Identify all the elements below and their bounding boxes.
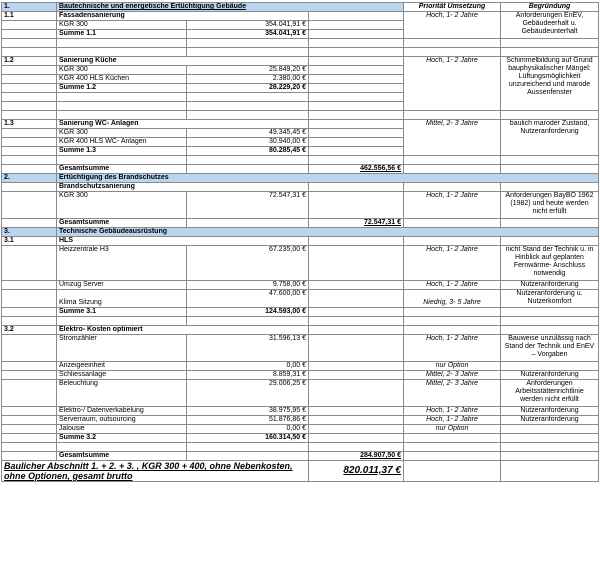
subsection-number: 1.3 [2,120,57,129]
cost-value: 2.380,00 € [187,75,309,84]
cost-row [2,371,599,380]
priority-cell: nur Option [404,425,501,434]
cost-label: Schliessanlage [57,371,187,380]
cost-label: KGR 400 HLS WC- Anlagen [57,138,187,147]
subsection-number: 3.2 [2,326,57,335]
grand-total-label: Baulicher Abschnitt 1. + 2. + 3. , KGR 300 + 400, ohne Nebenkosten, ohne Optionen, gesamt brutto [2,461,309,482]
priority-cell: Mittel, 2- 3 Jahre [404,371,501,380]
cost-value: 38.975,95 € [187,407,309,416]
cost-row [2,290,599,308]
cost-value: 30.940,00 € [187,138,309,147]
subsection-row [2,120,599,129]
cost-row [2,335,599,362]
priority-cell: Hoch, 1- 2 Jahre [404,416,501,425]
cost-label: Stromzähler [57,335,187,362]
cost-row [2,362,599,371]
sum-label: Summe 1.2 [57,84,187,93]
spacer-row [2,443,599,452]
reason-cell: Bauweise unzulässig nach Stand der Technik und EnEV – Vorgaben [501,335,599,362]
reason-cell: nicht Stand der Technik u. in Hinblick auf geplanten Fernwärme- Anschluss notwendig [501,246,599,281]
cost-label: KGR 300 [57,66,187,75]
priority-cell: Hoch, 1- 2 Jahre [404,407,501,416]
section-number: 1. [2,3,57,12]
cost-label: Beleuchtung [57,380,187,407]
subsection-title: HLS [57,237,309,246]
subsection-number: 1.2 [2,57,57,66]
reason-cell: Schimmelbildung auf Grund bauphysikalischer Mängel: Lüftungsmöglichkeit unzureichend und marode Aussenfenster [501,57,599,111]
section-row [2,174,599,183]
subsection-row [2,57,599,66]
cost-label: KGR 400 HLS Küchen [57,75,187,84]
subsection-row [2,237,599,246]
cost-value: 0,00 € [187,362,309,371]
total-label: Gesamtsumme [57,452,187,461]
sum-value: 80.285,45 € [187,147,309,156]
subsection-title: Brandschutzsanierung [57,183,309,192]
cost-row [2,407,599,416]
cost-value: 9.758,00 € [187,281,309,290]
reason-cell: Anforderungen Arbeitsstättenrichtlinie werden nicht erfüllt [501,380,599,407]
cost-label: Umzug Server [57,281,187,290]
cost-value: 47.600,00 € [187,290,309,308]
subsection-number: 3.1 [2,237,57,246]
sum-row [2,308,599,317]
total-value: 284.907,50 € [309,452,404,461]
sum-row [2,434,599,443]
cost-row [2,380,599,407]
cost-row [2,246,599,281]
cost-row [2,425,599,434]
cost-label: Serverraum, outsourcing [57,416,187,425]
section-number: 2. [2,174,57,183]
priority-cell: nur Option [404,362,501,371]
sum-value: 124.593,00 € [187,308,309,317]
header-row [2,3,599,12]
cost-label: KGR 300 [57,21,187,30]
cost-label: Heizzentrale H3 [57,246,187,281]
spacer-row [2,317,599,326]
sum-value: 160.314,50 € [187,434,309,443]
priority-header: Priorität Umsetzung [404,3,501,12]
reason-cell [501,362,599,371]
reason-cell: Nutzeranforderung [501,371,599,380]
cost-label: Jalousie [57,425,187,434]
priority-cell: Hoch, 1- 2 Jahre [404,192,501,219]
cost-value: 0,00 € [187,425,309,434]
cost-value: 25.849,20 € [187,66,309,75]
total-row [2,452,599,461]
reason-cell: Nutzeranforderung u. Nutzerkomfort [501,290,599,308]
sum-label: Summe 3.1 [57,308,187,317]
cost-value: 354.041,91 € [187,21,309,30]
cost-row [2,416,599,425]
cost-table [1,2,599,482]
priority-cell: Hoch, 1- 2 Jahre [404,281,501,290]
cost-value: 72.547,31 € [187,192,309,219]
spacer-row [2,48,599,57]
sum-value: 354.041,91 € [187,30,309,39]
priority-cell: Niedrig, 3- 5 Jahre [404,290,501,308]
cost-row [2,281,599,290]
subsection-title: Elektro- Kosten optimiert [57,326,309,335]
priority-cell: Hoch, 1- 2 Jahre [404,246,501,281]
reason-header: Begründung [501,3,599,12]
sum-label: Summe 1.1 [57,30,187,39]
subsection-title: Sanierung WC- Anlagen [57,120,309,129]
section-number: 3. [2,228,57,237]
sum-label: Summe 3.2 [57,434,187,443]
total-value: 72.547,31 € [309,219,404,228]
reason-cell: Nutzeranforderung [501,281,599,290]
cost-value: 31.596,13 € [187,335,309,362]
reason-cell: baulich maroder Zustand, Nutzeranforderung [501,120,599,156]
reason-cell [501,425,599,434]
spacer-row [2,111,599,120]
section-title: Technische Gebäudeausrüstung [57,228,599,237]
subsection-row [2,326,599,335]
reason-cell: Nutzeranforderung [501,407,599,416]
cost-label: Anzeigeeinheit [57,362,187,371]
spacer-row [2,39,599,48]
grand-total-row [2,461,599,482]
cost-value: 67.235,00 € [187,246,309,281]
cost-label: KGR 300 [57,192,187,219]
priority-cell: Hoch, 1- 2 Jahre [404,335,501,362]
priority-cell: Hoch, 1- 2 Jahre [404,12,501,39]
cost-value: 8.859,31 € [187,371,309,380]
section-title: Bautechnische und energetische Ertüchtigung Gebäude [57,3,404,12]
cost-label: Elektro-/ Datenverkabelung [57,407,187,416]
cost-value: 51.876,86 € [187,416,309,425]
priority-cell: Mittel, 2- 3 Jahre [404,120,501,156]
cost-value: 49.345,45 € [187,129,309,138]
cost-value: 29.006,25 € [187,380,309,407]
priority-cell: Mittel, 2- 3 Jahre [404,380,501,407]
subsection-row [2,183,599,192]
section-title: Ertüchtigung des Brandschutzes [57,174,599,183]
sum-label: Summe 1.3 [57,147,187,156]
spacer-row [2,156,599,165]
grand-total-value: 820.011,37 € [309,461,404,482]
subsection-row [2,12,599,21]
section-row [2,228,599,237]
subsection-title: Sanierung Küche [57,57,309,66]
total-value: 462.556,56 € [309,165,404,174]
cost-label: Klima Sitzung [57,290,187,308]
total-label: Gesamtsumme [57,165,187,174]
total-label: Gesamtsumme [57,219,187,228]
reason-cell: Anforderungen EnEV, Gebäudeerhalt u. Gebäudeunterhalt [501,12,599,39]
cost-label: KGR 300 [57,129,187,138]
total-row [2,165,599,174]
sum-value: 28.229,20 € [187,84,309,93]
subsection-title: Fassadensanierung [57,12,309,21]
reason-cell: Nutzeranforderung [501,416,599,425]
priority-cell: Hoch, 1- 2 Jahre [404,57,501,111]
cost-row [2,192,599,219]
total-row [2,219,599,228]
reason-cell: Anforderungen BayBO 1962 (1982) und heute werden nicht erfüllt [501,192,599,219]
subsection-number: 1.1 [2,12,57,21]
